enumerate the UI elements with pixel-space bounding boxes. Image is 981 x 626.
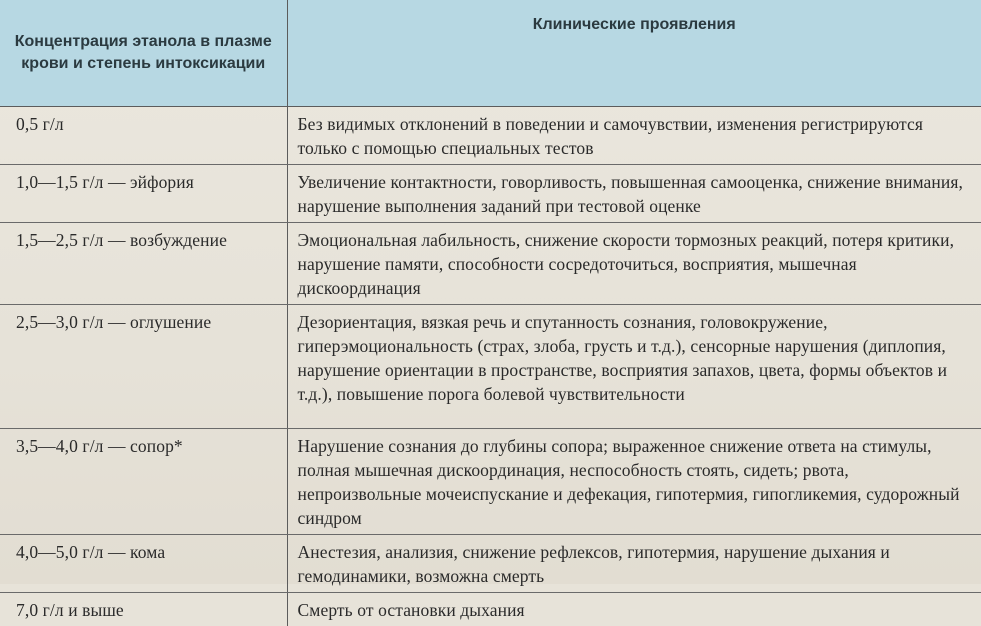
table-row [0, 429, 981, 535]
manifestations-cell: Без видимых отклонений в поведении и самочувствии, изменения регистрируются только с помощью специальных тестов [287, 107, 981, 165]
table-row [0, 107, 981, 165]
header-concentration: Концентрация этанола в плазме крови и степень интоксикации [0, 0, 287, 107]
manifestations-cell: Эмоциональная лабильность, снижение скорости тормозных реакций, потеря критики, нарушение памяти, способности сосредоточиться, восприятия, мышечная дискоординация [287, 223, 981, 305]
manifestations-cell: Анестезия, анализия, снижение рефлексов, гипотермия, нарушение дыхания и гемодинамики, возможна смерть [287, 535, 981, 593]
concentration-cell: 4,0—5,0 г/л — кома [0, 535, 287, 593]
table-header-row [0, 0, 981, 107]
concentration-cell: 2,5—3,0 г/л — оглушение [0, 305, 287, 429]
table-row [0, 165, 981, 223]
manifestations-cell: Смерть от остановки дыхания [287, 593, 981, 626]
concentration-cell: 1,5—2,5 г/л — возбуждение [0, 223, 287, 305]
concentration-cell: 7,0 г/л и выше [0, 593, 287, 626]
manifestations-cell: Нарушение сознания до глубины сопора; выраженное снижение ответа на стимулы, полная мышечная дискоординация, неспособность стоять, сидеть; рвота, непроизвольные мочеиспускание и дефекация, гипотермия, гипогликемия, судорожный синдром [287, 429, 981, 535]
table-row [0, 305, 981, 429]
header-manifestations: Клинические проявления [287, 0, 981, 107]
table-row [0, 593, 981, 626]
manifestations-cell: Увеличение контактности, говорливость, повышенная самооценка, снижение внимания, нарушение выполнения заданий при тестовой оценке [287, 165, 981, 223]
concentration-cell: 1,0—1,5 г/л — эйфория [0, 165, 287, 223]
concentration-cell: 3,5—4,0 г/л — сопор* [0, 429, 287, 535]
concentration-cell: 0,5 г/л [0, 107, 287, 165]
manifestations-cell: Дезориентация, вязкая речь и спутанность сознания, головокружение, гиперэмоциональность (страх, злоба, грусть и т.д.), сенсорные нарушения (диплопия, нарушение ориентации в пространстве, восприятия запахов, цвета, формы объектов и т.д.), повышение порога болевой чувствительности [287, 305, 981, 429]
table-row [0, 223, 981, 305]
